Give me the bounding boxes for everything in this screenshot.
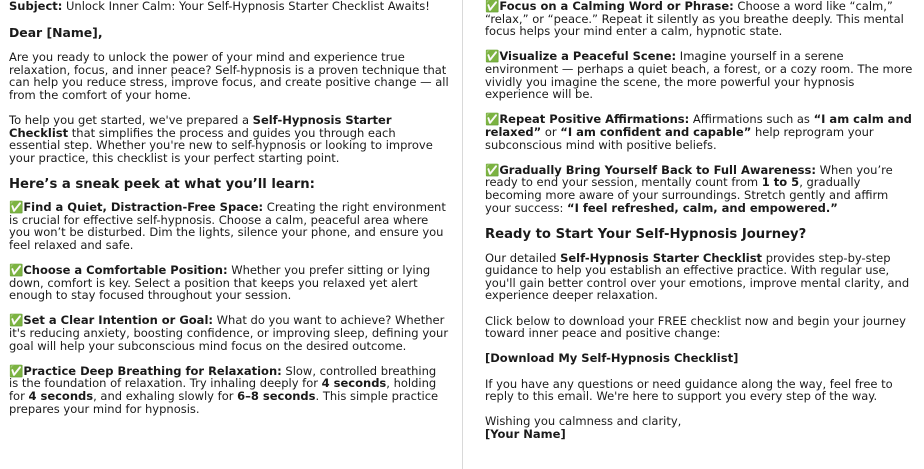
intro-paragraph-1: Are you ready to unlock the power of your mind and experience true relaxation, focus, and inner peace? Self-hypnosis is a proven technique that can help you reduce stress, improve focus, and create positive change — all from the comfort of your home.	[9, 50, 449, 102]
checklist-item-text: Whether you prefer sitting or lying down, comfort is key. Select a position that keeps you relaxed yet alert enough to stay focused throughout your session.	[9, 263, 431, 303]
subject-label: Subject:	[9, 0, 63, 13]
check-icon: ✅	[485, 0, 500, 13]
emphasis: 6–8 seconds	[237, 389, 316, 404]
checklist-item-title: Set a Clear Intention or Goal:	[23, 313, 213, 328]
left-column	[9, 0, 449, 428]
checklist-item-text: Slow, controlled breathing is the foundation of relaxation. Try inhaling deeply for	[9, 363, 437, 391]
intro-2-text: To help you get started, we've prepared a	[9, 113, 253, 128]
emphasis: “I am calm and relaxed”	[485, 112, 912, 139]
subject-text: Unlock Inner Calm: Your Self-Hypnosis Starter Checklist Awaits!	[66, 0, 430, 13]
download-link-label[interactable]: [Download My Self-Hypnosis Checklist]	[485, 351, 739, 366]
checklist-item-text: , gradually becoming more aware of your surroundings. Stretch gently and affirm your success:	[485, 175, 889, 215]
ready-paragraph	[485, 252, 917, 302]
ready-text-after: provides step-by-step guidance to help you establish an effective practice. With regular use, you'll gain better control over your emotions, improve mental clarity, and experience deeper relaxation.	[485, 250, 910, 303]
right-column	[485, 0, 917, 441]
checklist-item-title: Gradually Bring Yourself Back to Full Awareness:	[499, 162, 816, 177]
checklist-item	[9, 365, 449, 415]
emphasis: 1 to 5	[761, 175, 800, 190]
check-icon: ✅	[9, 200, 24, 215]
signature: [Your Name]	[485, 427, 566, 441]
checklist-item-text: help reprogram your subconscious mind with positive beliefs.	[485, 124, 874, 152]
checklist-item-text: What do you want to achieve? Whether it's reducing anxiety, boosting confidence, or improving sleep, defining your goal will help your subconscious mind focus on the desired outcome.	[9, 313, 449, 353]
check-icon: ✅	[9, 263, 24, 278]
checklist-item-text: Creating the right environment is crucial for effective self-hypnosis. Choose a calm, peaceful area where you won’t be disturbed. Dim the lights, silence your phone, and ensure you feel relaxed and safe.	[9, 200, 446, 252]
checklist-item	[485, 164, 917, 214]
checklist-item-text: , and exhaling slowly for	[93, 389, 238, 404]
subject-line	[9, 0, 449, 13]
download-link[interactable]	[485, 352, 917, 365]
check-icon: ✅	[485, 112, 500, 127]
emphasis: 4 seconds	[321, 376, 387, 391]
checklist-item-title: Choose a Comfortable Position:	[23, 263, 228, 278]
checklist-item-text: Choose a word like “calm,” “relax,” or “peace.” Repeat it silently as you breathe deeply. This mental focus helps your mind enter a calm, hypnotic state.	[485, 0, 904, 39]
intro-2-bold: Self-Hypnosis Starter Checklist	[9, 113, 392, 140]
questions-paragraph: If you have any questions or need guidance along the way, feel free to reply to this email. We're here to support you every step of the way.	[485, 376, 893, 404]
checklist-item-text: Imagine yourself in a serene environment — perhaps a quiet beach, a forest, or a cozy room. The more vividly you imagine the scene, the more powerful your hypnosis experience will be.	[485, 49, 913, 102]
column-divider	[462, 0, 463, 469]
check-icon: ✅	[485, 162, 500, 177]
checklist-item	[9, 264, 449, 302]
ready-bold: Self-Hypnosis Starter Checklist	[560, 250, 763, 265]
checklist-item	[485, 0, 917, 38]
check-icon: ✅	[9, 313, 24, 328]
intro-paragraph-2	[9, 114, 449, 164]
checklist-item-title: Focus on a Calming Word or Phrase:	[499, 0, 734, 13]
check-icon: ✅	[9, 363, 24, 378]
checklist-item	[9, 201, 449, 251]
signoff: Wishing you calmness and clarity,	[485, 414, 682, 429]
emphasis: “I feel refreshed, calm, and empowered.”	[567, 200, 838, 215]
checklist-item-text: , holding for	[9, 376, 437, 404]
greeting: Dear [Name],	[9, 25, 103, 41]
checklist-item-text: Affirmations such as	[689, 112, 814, 127]
ready-text: Our detailed	[485, 250, 561, 265]
checklist-item-text: When you’re ready to end your session, mentally count from	[485, 162, 893, 190]
sneak-peek-heading: Here’s a sneak peek at what you’ll learn:	[9, 177, 315, 193]
checklist-item-title: Visualize a Peaceful Scene:	[499, 49, 677, 64]
checklist-item-title: Repeat Positive Affirmations:	[499, 112, 690, 127]
checklist-item-title: Practice Deep Breathing for Relaxation:	[23, 363, 282, 378]
intro-2-text-after: that simplifies the process and guides you through each essential step. Whether you're new to self-hypnosis or looking to improve your practice, this checklist is your perfect starting point.	[9, 125, 433, 165]
check-icon: ✅	[485, 49, 500, 64]
checklist-item	[485, 113, 917, 151]
emphasis: 4 seconds	[28, 389, 94, 404]
signoff-block	[485, 415, 917, 440]
checklist-item-title: Find a Quiet, Distraction-Free Space:	[23, 200, 264, 215]
checklist-item-text: or	[541, 124, 561, 139]
checklist-item	[9, 314, 449, 352]
emphasis: “I am confident and capable”	[560, 124, 752, 139]
ready-heading: Ready to Start Your Self-Hypnosis Journey?	[485, 226, 807, 242]
download-paragraph: Click below to download your FREE checklist now and begin your journey toward inner peace and positive change:	[485, 313, 906, 341]
checklist-item-text: . This simple practice prepares your mind for hypnosis.	[9, 389, 439, 416]
checklist-item	[485, 50, 917, 100]
